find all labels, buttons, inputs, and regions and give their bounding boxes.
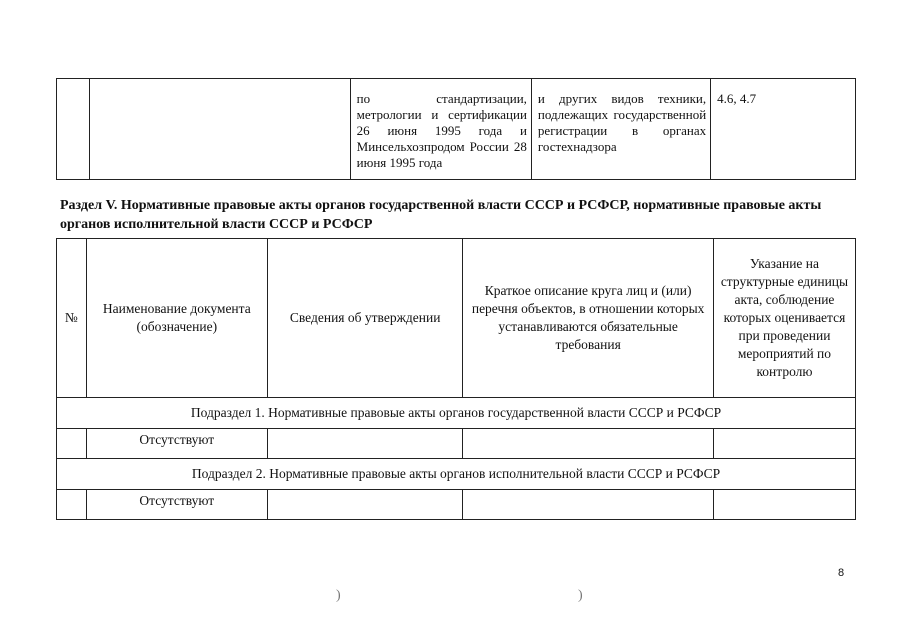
table-header-row — [57, 239, 856, 398]
header-units: Указание на структурные единицы акта, соблюдение которых оценивается при проведении мероприятий по контролю — [713, 239, 855, 398]
header-name: Наименование документа (обозначение) — [86, 239, 267, 398]
table-cell-name: Отсутствуют — [86, 429, 267, 459]
table-cell-scope — [463, 490, 714, 520]
table-cell-approval — [350, 79, 531, 180]
table-row — [57, 490, 856, 520]
table-cell-num — [57, 490, 87, 520]
scope-text: и других видов техники, подлежащих государственной регистрации в органах гостехнадзора — [537, 91, 707, 154]
binding-mark: ) — [336, 588, 341, 603]
subsection-row — [57, 459, 856, 490]
table-cell-name: Отсутствуют — [86, 490, 267, 520]
table-cell-name — [90, 79, 350, 180]
approval-text: по стандартизации, метрологии и сертификации 26 июня 1995 года и Минсельхозпродом России 28 июня 1995 года — [356, 91, 527, 170]
subsection-row — [57, 398, 856, 429]
binding-mark: ) — [578, 588, 583, 603]
table-row — [57, 429, 856, 459]
section-title: Раздел V. Нормативные правовые акты органов государственной власти СССР и РСФСР, нормативные правовые акты органов исполнительной власти СССР и РСФСР — [60, 198, 822, 232]
table-row — [57, 79, 856, 180]
table-cell-num — [57, 429, 87, 459]
section-table — [56, 238, 856, 520]
table-cell-scope — [531, 79, 710, 180]
table-cell-approval — [267, 490, 462, 520]
header-num: № — [57, 239, 87, 398]
table-cell-scope — [463, 429, 714, 459]
table-cell-num — [57, 79, 90, 180]
header-scope: Краткое описание круга лиц и (или) перечня объектов, в отношении которых устанавливаются обязательные требования — [463, 239, 714, 398]
page-number: 8 — [838, 567, 845, 579]
subsection-title: Подраздел 1. Нормативные правовые акты органов государственной власти СССР и РСФСР — [57, 398, 856, 429]
table-cell-units — [713, 490, 855, 520]
header-approval: Сведения об утверждении — [267, 239, 462, 398]
units-text: 4.6, 4.7 — [717, 91, 757, 106]
subsection-title: Подраздел 2. Нормативные правовые акты органов исполнительной власти СССР и РСФСР — [57, 459, 856, 490]
continuation-table — [56, 78, 856, 180]
table-cell-approval — [267, 429, 462, 459]
table-cell-units — [711, 79, 856, 180]
table-cell-units — [713, 429, 855, 459]
